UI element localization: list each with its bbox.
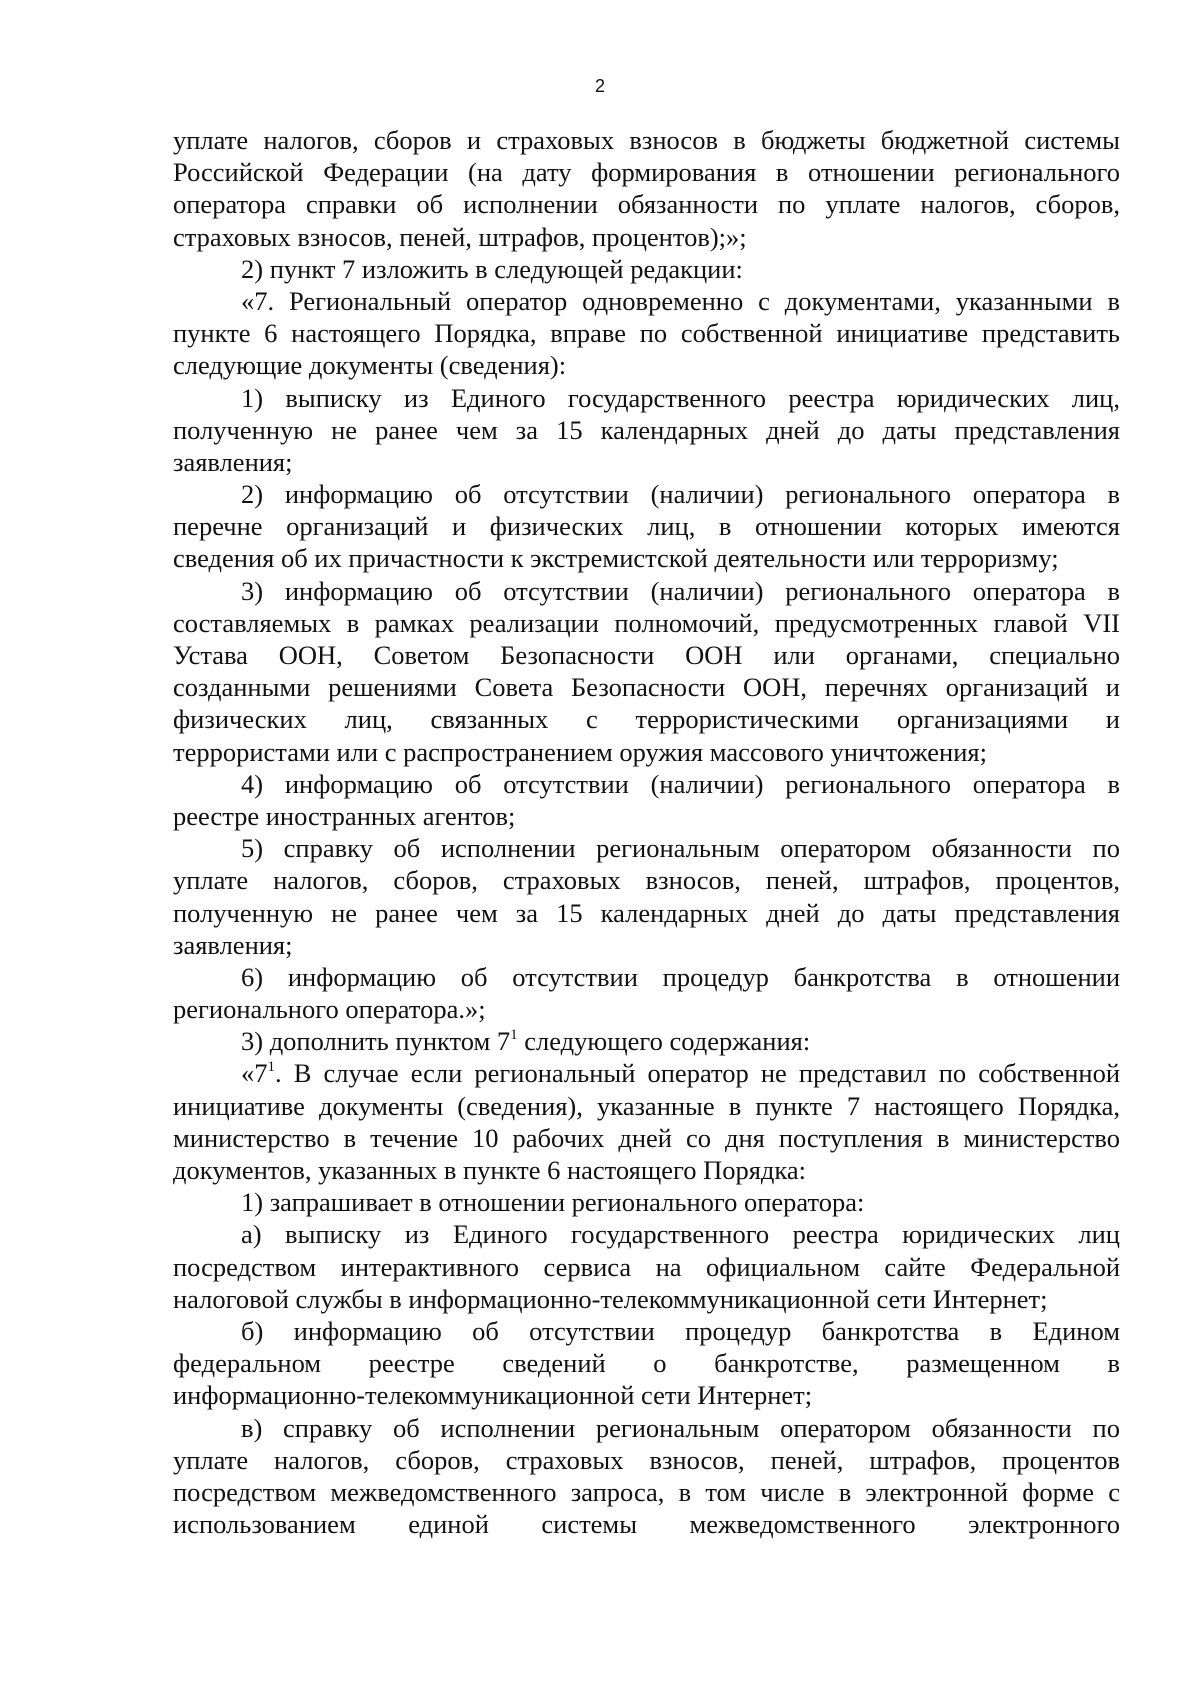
text-line: налоговой службы в информационно-телекоммуникационной сети Интернет; xyxy=(173,1283,1048,1314)
text-line: а) выписку из Единого государственного реестра юридических лиц xyxy=(241,1219,1120,1250)
text-segment: . В случае если региональный оператор не представил по собственной xyxy=(275,1058,1120,1089)
text-line: министерство в течение 10 рабочих дней со дня поступления в министерство xyxy=(173,1122,1120,1153)
text-line: «7. Региональный оператор одновременно с документами, указанными в xyxy=(241,285,1120,316)
text-line: 1) выписку из Единого государственного реестра юридических лиц, xyxy=(241,382,1120,413)
text-line: сведения об их причастности к экстремистской деятельности или терроризму; xyxy=(173,543,1059,574)
text-line: заявления; xyxy=(173,446,293,477)
text-line: физических лиц, связанных с террористическими организациями и xyxy=(173,704,1120,735)
text-segment: «7 xyxy=(241,1058,268,1089)
text-line: информационно-телекоммуникационной сети Интернет; xyxy=(173,1380,813,1411)
text-line: уплате налогов, сборов, страховых взносов, пеней, штрафов, процентов, xyxy=(173,865,1120,896)
text-line: федеральном реестре сведений о банкротстве, размещенном в xyxy=(173,1348,1120,1379)
text-line: 2) информацию об отсутствии (наличии) регионального оператора в xyxy=(241,479,1120,510)
superscript: 1 xyxy=(267,1059,275,1076)
text-line: уплате налогов, сборов и страховых взносов в бюджеты бюджетной системы xyxy=(173,125,1120,155)
text-line: 5) справку об исполнении региональным оператором обязанности по xyxy=(241,833,1120,864)
text-line: заявления; xyxy=(173,929,293,960)
text-line: составляемых в рамках реализации полномочий, предусмотренных главой VII xyxy=(173,607,1120,638)
text-line: 3) информацию об отсутствии (наличии) регионального оператора в xyxy=(241,575,1120,606)
text-segment: 3) дополнить пунктом 7 xyxy=(241,1026,511,1057)
text-line: террористами или с распространением оружия массового уничтожения; xyxy=(173,736,987,767)
text-line: уплате налогов, сборов, страховых взносов, пеней, штрафов, процентов xyxy=(173,1444,1120,1475)
text-line: страховых взносов, пеней, штрафов, процентов);»; xyxy=(173,221,747,252)
text-line: полученную не ранее чем за 15 календарных дней до даты представления xyxy=(173,897,1120,928)
text-line: использованием единой системы межведомственного электронного xyxy=(173,1509,1120,1540)
text-line: инициативе документы (сведения), указанные в пункте 7 настоящего Порядка, xyxy=(173,1090,1120,1121)
text-line: следующие документы (сведения): xyxy=(173,350,567,381)
text-line: оператора справки об исполнении обязанности по уплате налогов, сборов, xyxy=(173,189,1120,220)
text-line: 6) информацию об отсутствии процедур банкротства в отношении xyxy=(241,961,1120,992)
text-line: посредством интерактивного сервиса на официальном сайте Федеральной xyxy=(173,1251,1120,1282)
text-line xyxy=(173,1025,1120,1057)
text-line: б) информацию об отсутствии процедур банкротства в Едином xyxy=(241,1315,1120,1346)
text-line: в) справку об исполнении региональным оператором обязанности по xyxy=(241,1412,1120,1443)
text-line: Устава ООН, Советом Безопасности ООН или органами, специально xyxy=(173,640,1120,670)
text-line: созданными решениями Совета Безопасности ООН, перечнях организаций и xyxy=(173,672,1120,703)
text-line: документов, указанных в пункте 6 настоящего Порядка: xyxy=(173,1155,806,1185)
text-line: Российской Федерации (на дату формирования в отношении регионального xyxy=(173,157,1120,188)
text-segment: следующего содержания: xyxy=(517,1026,811,1057)
text-line: полученную не ранее чем за 15 календарных дней до даты представления xyxy=(173,414,1120,445)
text-line: 1) запрашивает в отношении регионального оператора: xyxy=(241,1187,865,1218)
document-body xyxy=(173,124,1120,1540)
text-line: пункте 6 настоящего Порядка, вправе по собственной инициативе представить xyxy=(173,318,1120,349)
text-line: посредством межведомственного запроса, в том числе в электронной форме с xyxy=(173,1476,1120,1507)
superscript: 1 xyxy=(510,1027,518,1044)
page-number: 2 xyxy=(594,76,605,96)
text-line: регионального оператора.»; xyxy=(173,994,486,1025)
text-line: перечне организаций и физических лиц, в отношении которых имеются xyxy=(173,511,1120,542)
text-line: реестре иностранных агентов; xyxy=(173,800,516,831)
text-line: 2) пункт 7 изложить в следующей редакции: xyxy=(241,253,743,284)
text-line xyxy=(173,1057,1120,1089)
text-line: 4) информацию об отсутствии (наличии) регионального оператора в xyxy=(241,768,1120,799)
